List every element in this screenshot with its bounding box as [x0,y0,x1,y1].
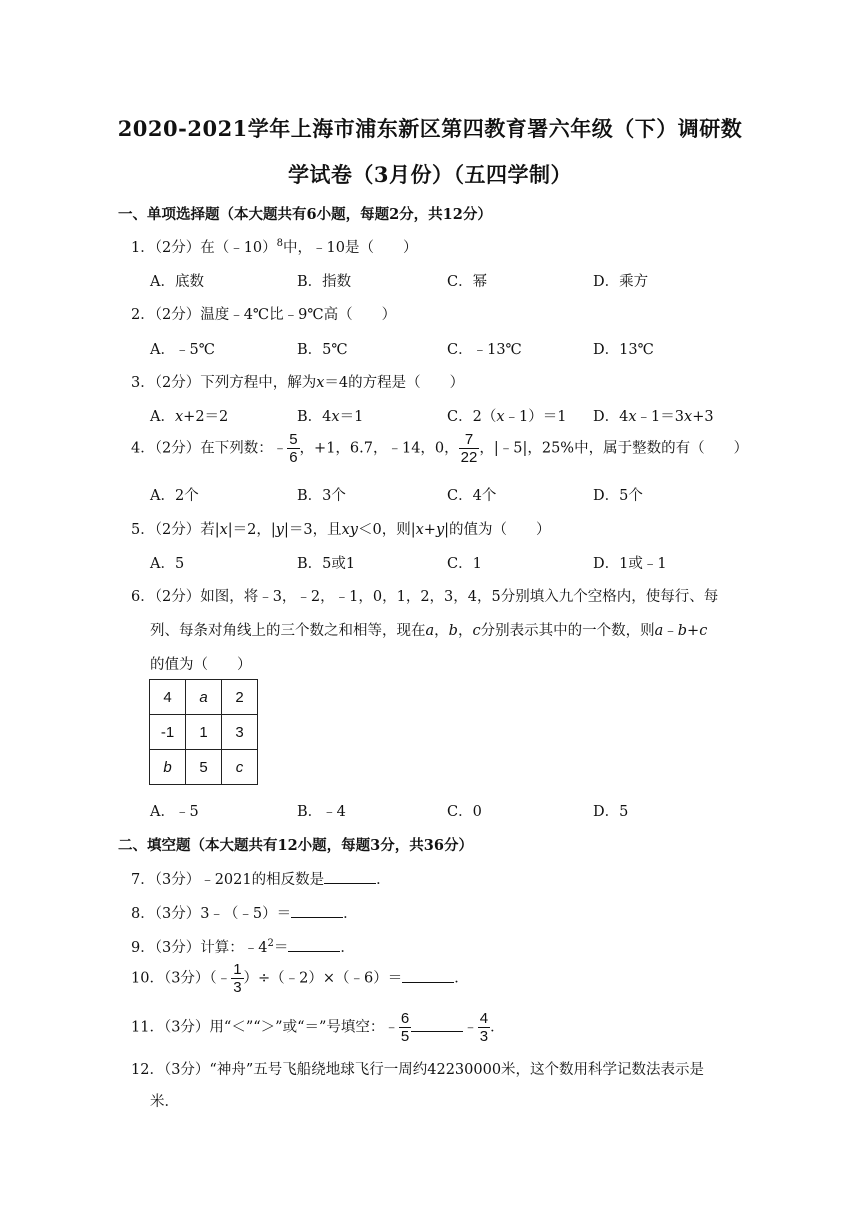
grid-cell: a [186,680,222,715]
question-12-line-2: 米． [150,1094,179,1110]
answer-blank[interactable] [291,905,343,918]
q4-option-b[interactable]: B．3个 [297,488,346,504]
q5-option-a[interactable]: A．5 [150,556,185,572]
question-6-line-3: 的值为（ ） [150,657,252,673]
answer-blank[interactable] [411,1019,463,1032]
q5-option-c[interactable]: C．1 [447,556,482,572]
fraction-6-5: $\frac{6}{5}$ [400,1010,410,1045]
q5-option-d[interactable]: D．1或﹣1 [593,556,667,572]
answer-blank[interactable] [324,871,376,884]
answer-blank[interactable] [402,970,454,983]
q3-option-d[interactable]: D．4x﹣1＝3x+3 [593,409,714,425]
fraction-1-3: $\frac{1}{3}$ [233,961,242,996]
grid-cell: 2 [222,680,258,715]
question-6-line-1: 6．（2分）如图，将﹣3，﹣2，﹣1，0，1，2，3，4，5分别填入九个空格内，使每行、每 [131,589,719,605]
fraction-5-6: $\frac{5}{6}$ [289,431,298,466]
q1-option-a[interactable]: A．底数 [150,274,204,290]
q6-option-a[interactable]: A．﹣5 [150,804,199,820]
answer-blank[interactable] [288,939,340,952]
question-5: 5．（2分）若|x|＝2，|y|＝3，且xy＜0，则|x+y|的值为（ ） [131,522,551,538]
fraction-4-3: $\frac{4}{3}$ [479,1010,489,1045]
title-line-2: 学试卷（3月份）（五四学制） [287,162,573,187]
question-9: 9．（3分）计算：$﹣4^2=$ ． [131,938,355,956]
question-8: 8．（3分）3﹣（﹣5）＝ ． [131,906,358,922]
question-6-line-2: 列、每条对角线上的三个数之和相等，现在a，b，c分别表示其中的一个数，则a﹣b+c [150,623,708,639]
q1-option-b[interactable]: B．指数 [297,274,352,290]
question-12-line-1: 12．（3分）“神舟”五号飞船绕地球飞行一周约42230000米，这个数用科学记数法表示是 [131,1062,705,1078]
q1-option-c[interactable]: C．幂 [447,274,488,290]
magic-square-grid [149,679,258,785]
question-2: 2．（2分）温度﹣4℃比﹣9℃高（ ） [131,307,397,323]
q3-option-b[interactable]: B．4x＝1 [297,409,364,425]
grid-cell: c [222,750,258,785]
grid-cell: -1 [150,715,186,750]
q6-option-d[interactable]: D．5 [593,804,629,820]
q6-option-b[interactable]: B．﹣4 [297,804,346,820]
q2-option-c[interactable]: C．﹣13℃ [447,342,522,358]
question-7: 7．（3分）﹣2021的相反数是 ． [131,872,391,888]
q4-option-c[interactable]: C．4个 [447,488,497,504]
question-10: 10．（3分）（﹣ $\frac{1}{3}$ ）÷（﹣2）×（﹣6）＝ ． [131,961,469,996]
q3-option-c[interactable]: C．2（x﹣1）＝1 [447,409,567,425]
q3-option-a[interactable]: A．x+2＝2 [150,409,229,425]
q1-option-d[interactable]: D．乘方 [593,274,649,290]
q2-option-b[interactable]: B．5℃ [297,342,348,358]
grid-cell: b [150,750,186,785]
title-line-1: 2020-2021学年上海市浦东新区第四教育署六年级（下）调研数 [117,116,743,141]
q6-option-c[interactable]: C．0 [447,804,482,820]
fraction-7-22: $\frac{7}{22}$ [460,431,478,466]
question-4: 4．（2分）在下列数：﹣ $\frac{5}{6}$ ，+1，6.7，﹣14，0， $\frac{7}{22}$ ，|﹣5|，25%中，属于整数的有（ ） [131,431,749,466]
q2-option-d[interactable]: D．13℃ [593,342,654,358]
grid-cell: 1 [186,715,222,750]
q2-option-a[interactable]: A．﹣5℃ [150,342,215,358]
section-1-heading: 一、单项选择题（本大题共有6小题，每题2分，共12分） [118,206,492,223]
question-3: 3．（2分）下列方程中，解为x＝4的方程是（ ） [131,375,465,391]
grid-cell: 5 [186,750,222,785]
section-2-heading: 二、填空题（本大题共有12小题，每题3分，共36分） [118,837,473,854]
grid-cell: 3 [222,715,258,750]
question-11: 11．（3分）用“＜”“＞”或“＝”号填空：﹣ $\frac{6}{5}$ ﹣ $\frac{4}{3}$ ． [131,1010,505,1045]
grid-cell: 4 [150,680,186,715]
q5-option-b[interactable]: B．5或1 [297,556,356,572]
q4-option-a[interactable]: A．2个 [150,488,199,504]
q4-option-d[interactable]: D．5个 [593,488,643,504]
question-1: 1．（2分）在（﹣10）$^8$中，﹣10是（ ） [131,238,418,256]
